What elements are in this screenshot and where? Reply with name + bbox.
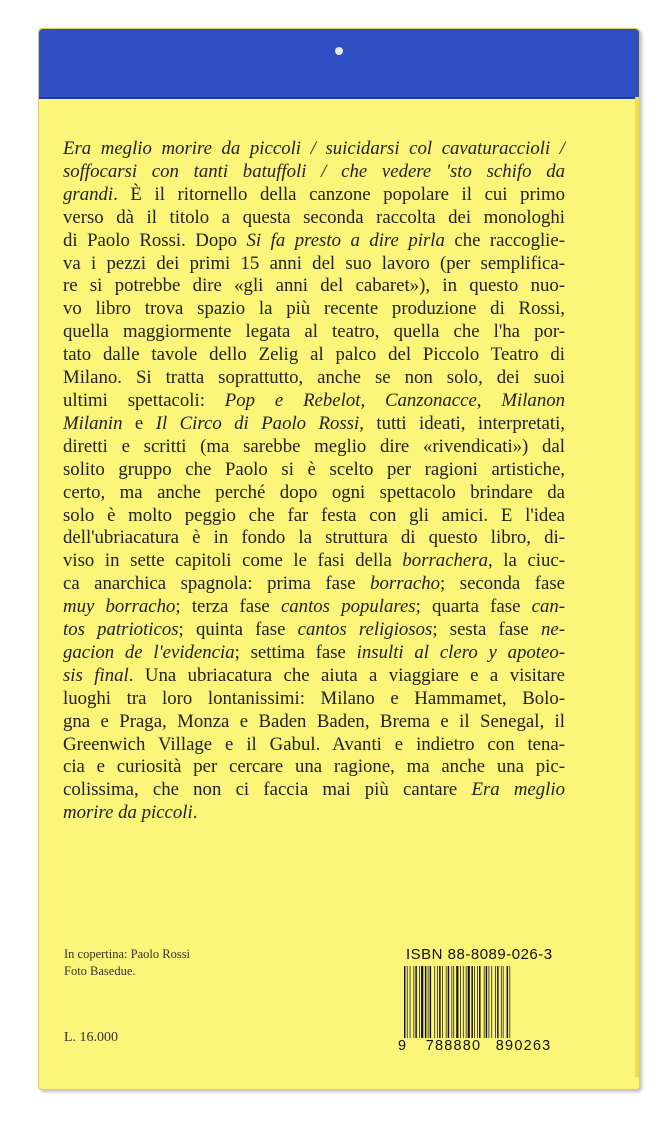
blurb-segment: colissima, che non ci faccia mai più cantare: [63, 779, 472, 801]
barcode-bar: [430, 966, 431, 1038]
blurb-segment: di Paolo Rossi. Dopo: [63, 229, 247, 251]
barcode-bar: [507, 966, 508, 1038]
price: L. 16.000: [64, 1030, 119, 1045]
blurb-segment: cia e curiosità per cercare una ragione, ma anche una pic-: [63, 756, 565, 778]
blurb-segment: che raccoglie-: [444, 229, 565, 251]
barcode-bar: [415, 966, 416, 1038]
blurb-segment: , tutti ideati, interpretati,: [359, 412, 565, 434]
blurb-segment: . Una ubriacatura che aiuta a viaggiare e a visitare: [128, 664, 565, 686]
blurb-line: [63, 298, 565, 321]
blurb-segment: ; quinta fase: [178, 619, 298, 641]
blurb-line: [63, 253, 565, 276]
blurb-italic-segment: cantos populares: [280, 596, 416, 618]
barcode-bar: [425, 966, 426, 1038]
blurb-italic-segment: soffocarsi con tanti batuffoli / che vedere 'sto schifo da: [63, 160, 565, 182]
blurb-line: [63, 207, 565, 230]
barcode-bar: [442, 966, 443, 1038]
blurb-italic-segment: gacion de l'evidencia: [63, 641, 235, 663]
blurb-italic-segment: Era meglio morire da piccoli / suicidarsi col cavaturaccioli /: [63, 138, 565, 159]
blurb-segment: , la ciuc-: [487, 550, 565, 572]
blurb-segment: tato dalle tavole dello Zelig al palco del Piccolo Teatro di: [63, 344, 565, 366]
blurb-italic-segment: borrachera: [402, 550, 488, 572]
barcode-bar: [421, 966, 423, 1038]
blurb-line: [63, 436, 565, 459]
blurb-line: [63, 138, 565, 161]
photo-credit-line: Foto Basedue.: [64, 964, 136, 978]
blurb-segment: .: [192, 802, 198, 824]
blurb-line: [63, 459, 565, 482]
barcode-bar: [495, 966, 496, 1038]
barcode-group-1: 788880: [425, 1038, 482, 1054]
barcode-bar: [453, 966, 454, 1038]
barcode-bar: [491, 966, 492, 1038]
blurb-line: [63, 550, 565, 573]
blurb-line: [63, 161, 565, 184]
blurb-segment: ultimi spettacoli:: [63, 389, 225, 411]
barcode-bar: [471, 966, 472, 1038]
barcode-bar: [410, 966, 411, 1038]
blurb-segment: verso dà il titolo a questa seconda raccolta dei monologhi: [63, 206, 565, 228]
blurb-italic-segment: tos patrioticos: [63, 619, 179, 641]
blurb-italic-segment: cantos religiosos: [297, 619, 433, 641]
barcode-lead-digit: 9: [398, 1038, 408, 1054]
blurb-line: [63, 413, 565, 436]
blurb-segment: ; seconda fase: [440, 573, 565, 595]
blurb-line: [63, 344, 565, 367]
blurb-line: [63, 390, 565, 413]
barcode-bar: [474, 966, 475, 1038]
blurb-segment: ; sesta fase: [432, 619, 541, 641]
barcode-bar: [452, 966, 453, 1038]
barcode-bar: [407, 966, 408, 1038]
blurb-segment: solo è molto peggio che far festa con gli amici. E l'idea: [63, 504, 565, 526]
blurb-segment: ca anarchica spagnola: prima fase: [63, 573, 371, 595]
blurb-line: [63, 802, 565, 825]
blurb-italic-segment: sis final: [63, 664, 129, 686]
blurb-segment: e: [122, 412, 156, 434]
barcode-bar: [477, 966, 478, 1038]
blue-top-band: [39, 29, 639, 99]
blurb-segment: Greenwich Village e il Gabul. Avanti e indietro con tena-: [63, 733, 565, 755]
blurb-segment: quella maggiormente legata al teatro, quella che l'ha por-: [63, 321, 565, 343]
blurb-line: [63, 482, 565, 505]
barcode-bar: [509, 966, 510, 1038]
blurb-line: [63, 527, 565, 550]
barcode-bar: [489, 966, 490, 1038]
barcode-bar: [466, 966, 467, 1038]
blurb-segment: . È il ritornello della canzone popolare il cui primo: [113, 183, 565, 205]
blurb-line: [63, 321, 565, 344]
barcode-bar: [460, 966, 461, 1038]
blurb-line: [63, 688, 565, 711]
blurb-line: [63, 619, 565, 642]
barcode-bar: [468, 966, 470, 1038]
blurb-italic-segment: borracho: [370, 573, 441, 595]
blurb-line: [63, 642, 565, 665]
barcode-bar: [501, 966, 502, 1038]
blurb-text: [63, 138, 565, 825]
barcode-bar: [479, 966, 480, 1038]
barcode-bar: [448, 966, 449, 1038]
blurb-line: [63, 184, 565, 207]
barcode-bar: [437, 966, 438, 1038]
blurb-segment: re si potrebbe dire «gli anni del cabaret»), in questo nuo-: [63, 275, 565, 297]
blurb-italic-segment: Pop e Rebelot, Canzonacce, Milanon: [224, 389, 565, 411]
blurb-segment: diretti e scritti (ma sarebbe meglio dire «rivendicati») dal: [63, 435, 565, 457]
blurb-segment: luoghi tra loro lontanissimi: Milano e Hammamet, Bolo-: [63, 687, 565, 709]
barcode-bar: [503, 966, 504, 1038]
blurb-line: [63, 779, 565, 802]
blurb-line: [63, 573, 565, 596]
blurb-segment: ; terza fase: [175, 596, 281, 618]
blurb-segment: certo, ma anche perché dopo ogni spettacolo brindare da: [63, 481, 565, 503]
blurb-italic-segment: morire da piccoli: [63, 802, 193, 824]
blurb-line: [63, 505, 565, 528]
cover-edge: [635, 97, 639, 1077]
barcode-bar: [434, 966, 435, 1038]
blurb-italic-segment: Il Circo di Paolo Rossi: [155, 412, 360, 434]
barcode-bar: [456, 966, 458, 1038]
blurb-line: [63, 756, 565, 779]
blurb-segment: va i pezzi dei primi 15 anni del suo lavoro (per semplifica-: [63, 252, 565, 274]
blurb-segment: solito gruppo che Paolo si è scelto per ragioni artistiche,: [63, 458, 565, 480]
barcode-bar: [463, 966, 464, 1038]
blurb-italic-segment: Milanin: [63, 412, 123, 434]
barcode-bar: [414, 966, 415, 1038]
cover-credit-line: In copertina: Paolo Rossi: [64, 947, 191, 961]
blurb-italic-segment: ne-: [541, 619, 565, 641]
blurb-segment: viso in sette capitoli come le fasi della: [63, 550, 403, 572]
barcode-group-2: 890263: [495, 1038, 552, 1054]
blurb-italic-segment: Si fa presto a dire pirla: [246, 229, 445, 251]
barcode-bar: [404, 966, 405, 1038]
barcode-bar: [439, 966, 440, 1038]
barcode-bar: [484, 966, 485, 1038]
blurb-italic-segment: insulti al clero y apoteo-: [356, 641, 565, 663]
blurb-line: [63, 734, 565, 757]
blurb-line: [63, 367, 565, 390]
barcode-bar: [446, 966, 447, 1038]
blurb-line: [63, 665, 565, 688]
blurb-line: [63, 275, 565, 298]
blurb-line: [63, 711, 565, 734]
blurb-segment: gna e Praga, Monza e Baden Baden, Brema e il Senegal, il: [63, 710, 565, 732]
blurb-italic-segment: grandi: [63, 183, 114, 205]
blurb-segment: ; quarta fase: [415, 596, 532, 618]
blurb-segment: vo libro trova spazio la più recente produzione di Rossi,: [63, 298, 565, 320]
blurb-line: [63, 596, 565, 619]
blurb-italic-segment: muy borracho: [63, 596, 176, 618]
isbn-label: ISBN 88-8089-026-3: [406, 946, 553, 963]
blurb-segment: ; settima fase: [234, 641, 357, 663]
blurb-segment: Milano. Si tratta soprattutto, anche se non solo, dei suoi: [63, 367, 565, 389]
barcode-bar: [428, 966, 429, 1038]
barcode-bar: [486, 966, 487, 1038]
cover-credit: [64, 946, 190, 980]
blurb-italic-segment: can-: [531, 596, 565, 618]
barcode-digits: [398, 1038, 551, 1054]
band-notch: [335, 47, 343, 55]
blurb-segment: dell'ubriacatura è in fondo la struttura di questo libro, di-: [63, 527, 565, 549]
barcode: [404, 966, 560, 1038]
blurb-line: [63, 230, 565, 253]
barcode-bar: [419, 966, 420, 1038]
blurb-italic-segment: Era meglio: [471, 779, 565, 801]
barcode-bar: [497, 966, 498, 1038]
